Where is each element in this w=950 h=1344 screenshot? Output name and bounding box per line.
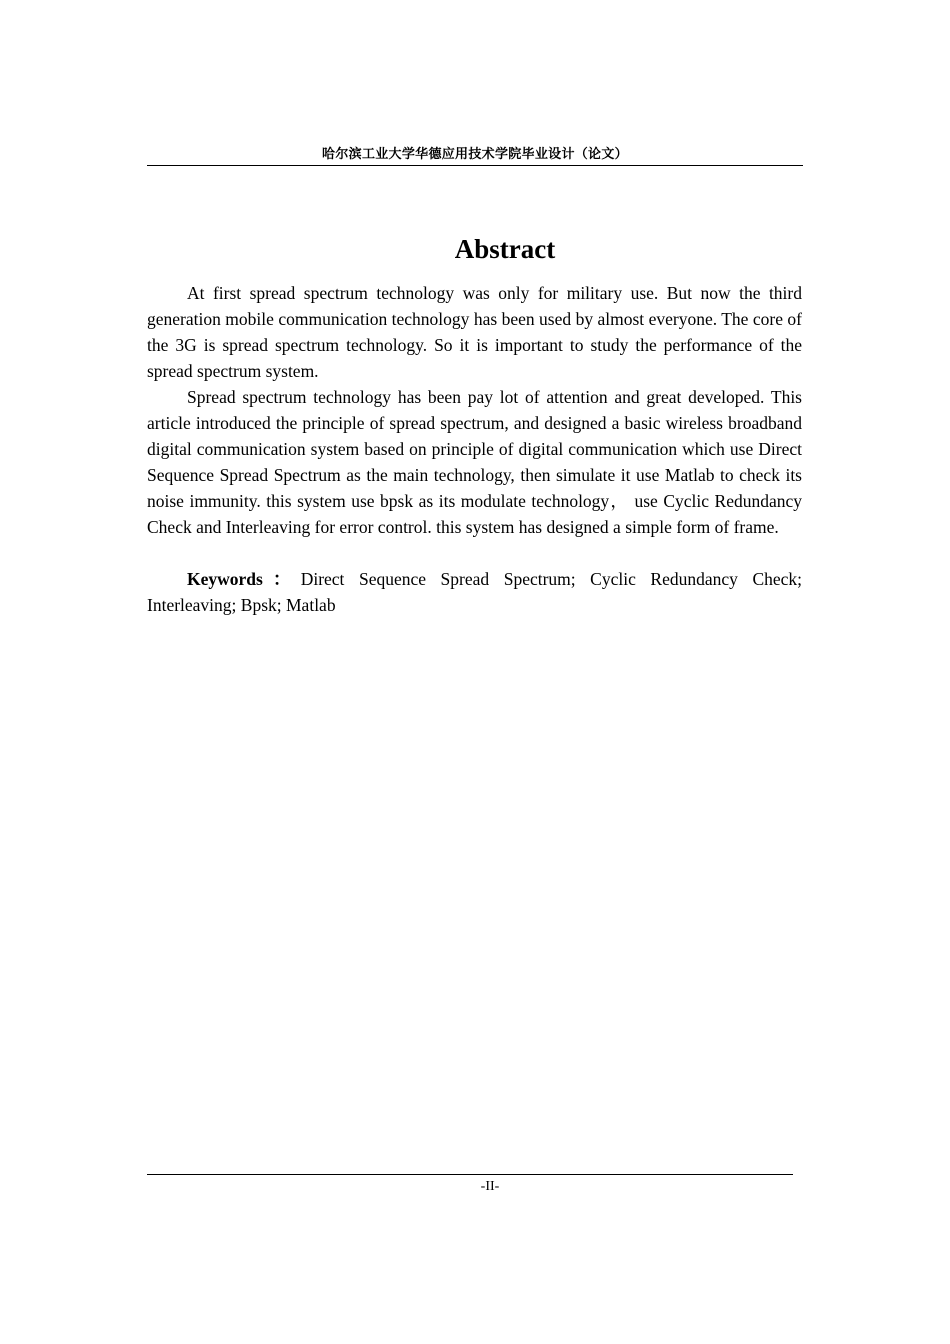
keywords-label: Keywords： — [187, 569, 301, 589]
page-number: -II- — [480, 1179, 500, 1194]
keywords-text: Direct Sequence Spread Spectrum; Cyclic Redundancy Check; Interleaving; Bpsk; Matlab — [147, 569, 803, 615]
abstract-paragraph-1: At first spread spectrum technology was only for military use. But now the third generation mobile communication technology has been used by almost everyone. The core of the 3G is spread spectrum technology. So it is important to study the performance of the spread spectrum system. — [147, 283, 802, 381]
header-rule — [147, 165, 803, 166]
abstract-title: Abstract — [454, 234, 556, 264]
keywords-line — [147, 566, 802, 618]
footer-rule — [147, 1174, 793, 1175]
abstract-paragraph-2: Spread spectrum technology has been pay lot of attention and great developed. This article introduced the principle of spread spectrum, and designed a basic wireless broadband digital communication system based on principle of digital communication which use Direct Sequence Spread Spectrum as the main technology, then simulate it use Matlab to check its noise immunity. this system use bpsk as its modulate technology， use Cyclic Redundancy Check and Interleaving for error control. this system has designed a simple form of frame. — [147, 387, 802, 537]
abstract-body — [147, 280, 802, 618]
running-header: 哈尔滨工业大学华德应用技术学院毕业设计（论文） — [322, 147, 628, 162]
